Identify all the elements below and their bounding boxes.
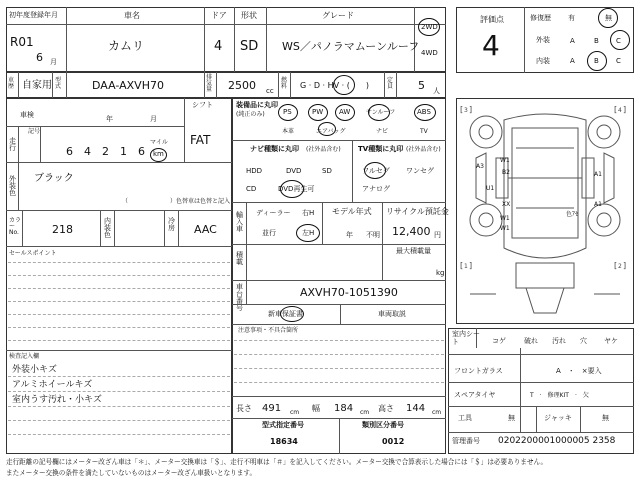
drive-2wd: 2WD bbox=[421, 23, 438, 31]
sheet-item-5: ヤケ bbox=[604, 337, 618, 345]
grade-value: WS／パノラマムーンルーフ bbox=[282, 40, 420, 53]
mark-xx: XX bbox=[502, 201, 511, 208]
car-diagram bbox=[456, 98, 634, 324]
equip-aw: AW bbox=[339, 108, 351, 116]
model-year-unknown: 不明 bbox=[366, 231, 380, 239]
jack-value: 無 bbox=[602, 414, 609, 422]
capacity-label: 定員 bbox=[387, 77, 394, 90]
color-no-label: カラーNo. bbox=[9, 217, 22, 236]
navi-dvd: DVD bbox=[286, 167, 302, 175]
ext-opt-c: C bbox=[616, 37, 621, 45]
mile-unit-km: km bbox=[153, 150, 164, 158]
width-unit: cm bbox=[360, 409, 370, 416]
capacity-unit: 人 bbox=[433, 87, 440, 95]
navi-dvd-play: DVD再生可 bbox=[278, 185, 315, 193]
width-value: 184 bbox=[334, 403, 354, 414]
svg-text:[: [ bbox=[460, 105, 464, 114]
import-label: 輸入車 bbox=[236, 211, 243, 233]
exterior-note: （ ）色替車は色替と記入 bbox=[122, 198, 231, 205]
mark-a3: A3 bbox=[476, 163, 484, 170]
equip-ps: PS bbox=[283, 108, 292, 116]
spare-tire-label: スペアタイヤ bbox=[454, 391, 496, 399]
shift-value: FAT bbox=[190, 133, 211, 147]
import-parallel: 並行 bbox=[262, 229, 276, 237]
class-value: 0012 bbox=[382, 437, 405, 446]
fullseg-circle bbox=[364, 162, 386, 179]
grade-label: グレード bbox=[322, 11, 354, 20]
svg-text:1: 1 bbox=[464, 263, 468, 270]
car-name-label: 車名 bbox=[124, 11, 140, 20]
left-handle-circle bbox=[296, 224, 320, 242]
mile-digit-2: 4 bbox=[84, 145, 91, 158]
score-value: 4 bbox=[482, 29, 500, 62]
exterior-grade-label: 外装 bbox=[536, 36, 550, 44]
displacement-value: 2500 bbox=[228, 79, 256, 92]
navi-cd: CD bbox=[246, 185, 257, 193]
interior-color-label: 内装色 bbox=[104, 217, 111, 239]
int-b-circle bbox=[587, 51, 607, 71]
cc-unit: cc bbox=[266, 87, 274, 95]
svg-text:]: ] bbox=[469, 105, 473, 114]
first-reg-year: R01 bbox=[10, 35, 34, 49]
tools-label: 工具 bbox=[458, 414, 472, 422]
int-opt-c: C bbox=[616, 57, 621, 65]
height-value: 144 bbox=[406, 403, 426, 414]
equip-pw: PW bbox=[312, 108, 324, 116]
int-opt-b: B bbox=[594, 57, 599, 65]
equip-airbag: エアバッグ bbox=[316, 128, 346, 135]
max-load-unit: kg bbox=[436, 269, 445, 277]
management-value: 0202200001000005 2358 bbox=[498, 436, 616, 446]
svg-text:[: [ bbox=[614, 105, 618, 114]
model-value: DAA-AXVH70 bbox=[92, 79, 164, 92]
first-reg-label: 初年度登録年月 bbox=[9, 11, 58, 19]
length-unit: cm bbox=[290, 409, 300, 416]
mileage-label: 走行 bbox=[9, 137, 16, 152]
chassis-value: AXVH70-1051390 bbox=[300, 286, 398, 299]
mark-fade: 色ｱｾ bbox=[566, 211, 579, 218]
doc-manual: 車両取説 bbox=[378, 310, 406, 318]
jack-label: ジャッキ bbox=[544, 414, 572, 422]
recycle-value: 12,400 bbox=[392, 225, 431, 238]
mile-digit-5: 6 bbox=[138, 145, 145, 158]
mile-unit-mile: マイル bbox=[150, 139, 168, 146]
svg-text:]: ] bbox=[623, 261, 627, 270]
type-designation-value: 18634 bbox=[270, 437, 298, 446]
tv-analog: アナログ bbox=[362, 185, 390, 193]
new-car-circle bbox=[280, 306, 304, 322]
mark-b2: B2 bbox=[502, 169, 510, 176]
ext-c-circle bbox=[610, 30, 630, 50]
use-label: 車歴 bbox=[8, 77, 15, 90]
repair-opt-yes: 有 bbox=[568, 14, 575, 22]
exterior-label: 外装色 bbox=[9, 175, 16, 197]
interior-sheet-label: 室内シート bbox=[452, 330, 480, 347]
class-label: 類別区分番号 bbox=[362, 421, 404, 429]
import-left: 左H bbox=[302, 229, 315, 237]
tv-fullseg: フルセグ bbox=[362, 167, 390, 175]
type-designation-label: 型式指定番号 bbox=[262, 421, 304, 429]
tv-oneseg: ワンセグ bbox=[406, 167, 434, 175]
svg-text:3: 3 bbox=[464, 107, 468, 114]
int-opt-a: A bbox=[570, 57, 575, 65]
svg-text:[: [ bbox=[614, 261, 618, 270]
navi-hdd: HDD bbox=[246, 167, 263, 175]
footer-line-1: 走行距離の記号欄にはメーター改ざん車は「＊」、メーター交換車は「＄」、走行不明車は「＃」を記入してください。メーター交換で合算表示した場合には「＄」は必要ありません。 bbox=[6, 458, 548, 466]
mile-digit-3: 2 bbox=[102, 145, 109, 158]
mark-w1-a: W1 bbox=[500, 157, 510, 164]
inspector-note-3: 室内うす汚れ・小キズ bbox=[12, 395, 102, 405]
inspector-note-1: 外装小キズ bbox=[12, 365, 57, 375]
row2-table bbox=[6, 72, 446, 98]
svg-text:2: 2 bbox=[618, 263, 622, 270]
mark-w1-c: W1 bbox=[500, 225, 510, 232]
mile-digit-4: 1 bbox=[120, 145, 127, 158]
equip-leather: 本革 bbox=[282, 128, 295, 135]
svg-text:[: [ bbox=[460, 261, 464, 270]
equipment-label: 装備品に丸印 bbox=[236, 101, 278, 109]
tv-label: TV種類に丸印 bbox=[358, 145, 404, 153]
displacement-label: 排気量 bbox=[206, 74, 213, 93]
length-value: 491 bbox=[262, 403, 282, 414]
shift-label: シフト bbox=[192, 101, 213, 109]
model-year-label: モデル年式 bbox=[332, 207, 372, 216]
car-name: カムリ bbox=[108, 39, 145, 53]
svg-text:4: 4 bbox=[618, 107, 622, 114]
sheet-item-2: 破れ bbox=[524, 337, 538, 345]
ext-opt-b: B bbox=[594, 37, 599, 45]
ext-opt-a: A bbox=[570, 37, 575, 45]
shape-label: 形状 bbox=[241, 11, 257, 20]
navi-dvd-circle bbox=[280, 180, 304, 198]
inspection-month: 月 bbox=[150, 115, 157, 123]
month-unit: 月 bbox=[50, 58, 57, 66]
inspection-year: 年 bbox=[106, 115, 113, 123]
equipment-sublabel: (純正のみ) bbox=[236, 111, 265, 118]
model-label: 型式 bbox=[55, 77, 62, 90]
capacity-value: 5 bbox=[418, 79, 425, 92]
svg-text:]: ] bbox=[623, 105, 627, 114]
import-dealer: ディーラー bbox=[256, 209, 291, 217]
equip-sunroof: サンルーフ bbox=[366, 109, 396, 116]
navi-sd: SD bbox=[322, 167, 332, 175]
navi-label: ナビ種類に丸印 bbox=[250, 145, 299, 153]
chassis-label: 車台番号 bbox=[236, 283, 243, 312]
recycle-unit: 円 bbox=[434, 231, 441, 239]
footer-line-2: またメーター交換の条件を満たしていないものはメーター改ざん車扱いとなります。 bbox=[6, 469, 257, 477]
color-no-value: 218 bbox=[52, 223, 73, 236]
mark-w1-b: W1 bbox=[500, 215, 510, 222]
management-label: 管理番号 bbox=[452, 437, 480, 445]
score-label: 評価点 bbox=[480, 15, 504, 24]
interior-grade-label: 内装 bbox=[536, 57, 550, 65]
sheet-item-3: 汚れ bbox=[552, 337, 566, 345]
width-label: 幅 bbox=[312, 404, 320, 413]
sheet-item-1: コゲ bbox=[492, 337, 506, 345]
tv-note: (社外品含む) bbox=[406, 146, 441, 153]
doors-value: 4 bbox=[214, 39, 223, 54]
navi-note: (社外品含む) bbox=[306, 146, 341, 153]
inspection-label: 車検 bbox=[20, 111, 34, 119]
front-glass-label: フロントガラス bbox=[454, 367, 503, 375]
doc-new-car: 新車保証書 bbox=[268, 310, 303, 318]
fuel-label: 燃料 bbox=[281, 77, 288, 90]
fuel-hv-circle bbox=[333, 75, 355, 95]
mile-digit-1: 6 bbox=[66, 145, 73, 158]
mark-a1-b: A1 bbox=[594, 201, 602, 208]
recycle-label: リサイクル預託金 bbox=[386, 207, 449, 216]
import-right: 右H bbox=[302, 209, 315, 217]
equip-tv: TV bbox=[420, 128, 428, 135]
doors-label: ドア bbox=[211, 11, 227, 20]
inspector-note-2: アルミホイールキズ bbox=[12, 380, 93, 390]
length-label: 長さ bbox=[236, 404, 252, 413]
repair-opt-no: 無 bbox=[605, 14, 612, 22]
front-glass-value: A ・ ×要入 bbox=[556, 367, 602, 375]
inspector-label: 検査記入欄 bbox=[9, 353, 40, 360]
max-load-label: 最大積載量 bbox=[396, 247, 431, 255]
tools-value: 無 bbox=[508, 414, 515, 422]
repair-label: 修復歴 bbox=[530, 14, 551, 22]
drive-4wd: 4WD bbox=[421, 49, 438, 57]
first-reg-month: 6 bbox=[36, 51, 43, 64]
equip-navi: ナビ bbox=[376, 128, 389, 135]
model-year-year: 年 bbox=[346, 231, 353, 239]
airbag-circle bbox=[318, 122, 336, 136]
equip-abs: ABS bbox=[417, 108, 431, 116]
sales-point-label: セールスポイント bbox=[9, 250, 57, 257]
ac-label: 冷房 bbox=[168, 217, 175, 232]
ac-value: AAC bbox=[194, 223, 217, 236]
repair-no-circle bbox=[598, 8, 618, 28]
max-load-loading-label: 積載 bbox=[236, 251, 243, 266]
height-unit: cm bbox=[432, 409, 442, 416]
mark-a1-a: A1 bbox=[594, 171, 602, 178]
svg-text:]: ] bbox=[469, 261, 473, 270]
notice-label: 注意事項・不具合箇所 bbox=[238, 327, 299, 334]
shape-value: SD bbox=[240, 39, 259, 54]
exterior-color: ブラック bbox=[34, 173, 74, 184]
mileage-sublabel-kigo: 記号 bbox=[28, 128, 41, 135]
height-label: 高さ bbox=[378, 404, 394, 413]
sheet-item-4: 穴 bbox=[580, 337, 587, 345]
use-value: 自家用 bbox=[22, 80, 52, 91]
fuel-options: G · D · HV · ( ) bbox=[300, 81, 369, 90]
mark-u1: U1 bbox=[486, 185, 495, 192]
spare-tire-value: T · 修理KIT · 欠 bbox=[530, 392, 589, 399]
